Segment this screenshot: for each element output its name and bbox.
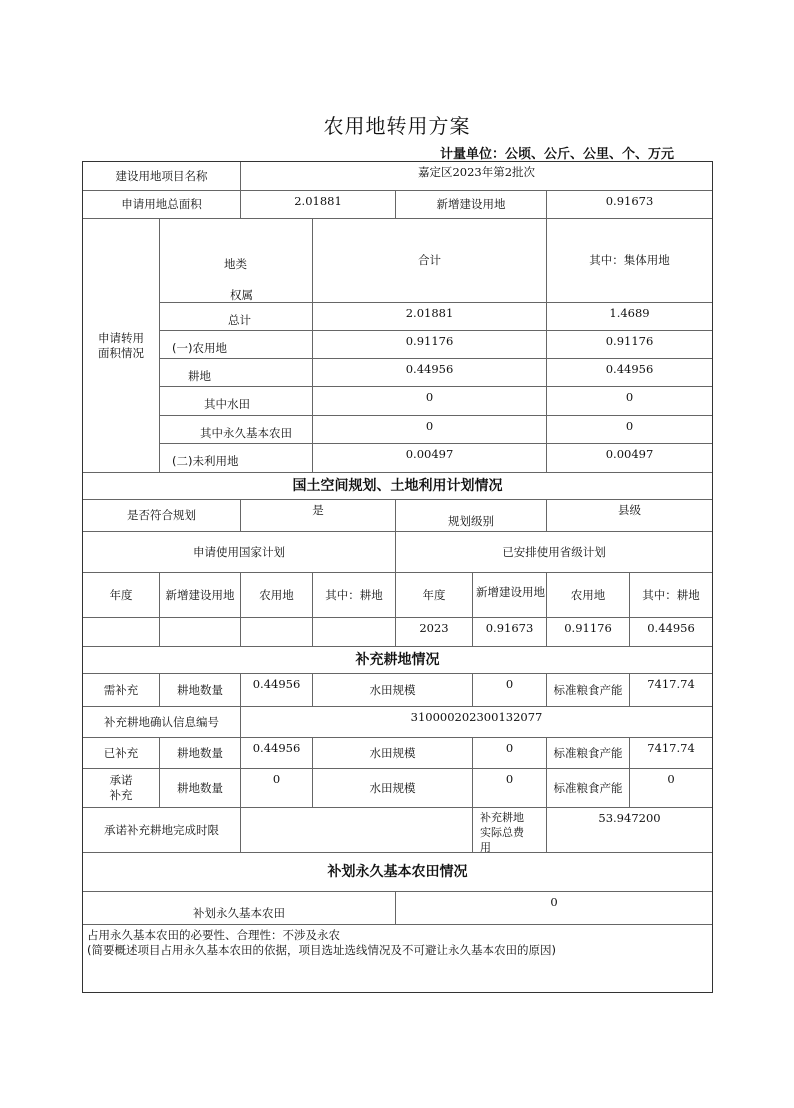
planning-section-title: 国土空间规划、土地利用计划情况	[83, 473, 712, 500]
done-qty-value: 0.44956	[241, 738, 313, 769]
area-section-label: 申请转用 面积情况	[83, 219, 160, 473]
area-header-sum: 合计	[313, 219, 547, 303]
promise-paddy-value: 0	[473, 769, 547, 808]
plan-value-new-province: 0.91673	[473, 618, 547, 647]
province-plan-label: 已安排使用省级计划	[396, 532, 712, 573]
plan-value-year-province: 2023	[396, 618, 473, 647]
cost-value: 53.947200	[547, 808, 712, 853]
cost-label: 补充耕地 实际总费 用	[473, 808, 547, 853]
done-grain-label: 标准粮食产能	[547, 738, 630, 769]
need-qty-value: 0.44956	[241, 674, 313, 707]
necessity-text: 占用永久基本农田的必要性、合理性：不涉及永农	[87, 928, 340, 942]
done-qty-label: 耕地数量	[160, 738, 241, 769]
promise-grain-label: 标准粮食产能	[547, 769, 630, 808]
new-construction-label: 新增建设用地	[396, 191, 547, 219]
plan-value-farm-national	[241, 618, 313, 647]
promise-qty-label: 耕地数量	[160, 769, 241, 808]
area-row-arable-label: 耕地	[160, 359, 313, 387]
done-paddy-label: 水田规模	[313, 738, 473, 769]
promise-qty-value: 0	[241, 769, 313, 808]
need-grain-value: 7417.74	[630, 674, 712, 707]
plan-header-new-national: 新增建设用地	[160, 573, 241, 618]
area-row-unused-collective: 0.00497	[547, 444, 712, 473]
plan-value-arable-national	[313, 618, 396, 647]
area-header-collective: 其中：集体用地	[547, 219, 712, 303]
area-row-farm-sum: 0.91176	[313, 331, 547, 359]
plan-value-farm-province: 0.91176	[547, 618, 630, 647]
done-label: 已补充	[83, 738, 160, 769]
area-row-unused-label: (二)未利用地	[160, 444, 313, 473]
need-qty-label: 耕地数量	[160, 674, 241, 707]
plan-header-farm-province: 农用地	[547, 573, 630, 618]
promise-paddy-label: 水田规模	[313, 769, 473, 808]
plan-value-arable-province: 0.44956	[630, 618, 712, 647]
total-area-value: 2.01881	[241, 191, 396, 219]
plan-header-year-province: 年度	[396, 573, 473, 618]
area-row-permanent-collective: 0	[547, 416, 712, 444]
conform-value: 是	[241, 500, 396, 532]
area-row-paddy-collective: 0	[547, 387, 712, 416]
new-construction-value: 0.91673	[547, 191, 712, 219]
area-row-total-sum: 2.01881	[313, 303, 547, 331]
national-plan-label: 申请使用国家计划	[83, 532, 396, 573]
need-grain-label: 标准粮食产能	[547, 674, 630, 707]
area-row-unused-sum: 0.00497	[313, 444, 547, 473]
promise-label: 承诺 补充	[83, 769, 160, 808]
project-label: 建设用地项目名称	[83, 162, 241, 191]
promise-grain-value: 0	[630, 769, 712, 808]
page-title: 农用地转用方案	[323, 114, 471, 138]
conform-label: 是否符合规划	[83, 500, 241, 532]
plan-header-farm-national: 农用地	[241, 573, 313, 618]
done-paddy-value: 0	[473, 738, 547, 769]
need-label: 需补充	[83, 674, 160, 707]
area-row-total-label: 总计	[160, 303, 313, 331]
land-conversion-table	[82, 161, 713, 993]
confirm-label: 补充耕地确认信息编号	[83, 707, 241, 738]
done-grain-value: 7417.74	[630, 738, 712, 769]
area-row-permanent-sum: 0	[313, 416, 547, 444]
plan-header-year-national: 年度	[83, 573, 160, 618]
plan-value-new-national	[160, 618, 241, 647]
plan-header-new-province: 新增建设用地	[473, 573, 547, 618]
supplement-section-title: 补充耕地情况	[83, 647, 712, 674]
area-row-total-collective: 1.4689	[547, 303, 712, 331]
area-row-permanent-label: 其中永久基本农田	[160, 416, 313, 444]
project-value: 嘉定区2023年第2批次	[241, 162, 712, 191]
level-label: 规划级别	[396, 500, 547, 532]
need-paddy-value: 0	[473, 674, 547, 707]
area-row-arable-sum: 0.44956	[313, 359, 547, 387]
deadline-value	[241, 808, 473, 853]
area-row-arable-collective: 0.44956	[547, 359, 712, 387]
farmland-section-title: 补划永久基本农田情况	[83, 853, 712, 892]
header-type: 地类	[224, 257, 247, 271]
level-value: 县级	[547, 500, 712, 532]
area-row-farm-label: (一)农用地	[160, 331, 313, 359]
total-area-label: 申请用地总面积	[83, 191, 241, 219]
farmland-label: 补划永久基本农田	[83, 892, 396, 925]
area-header-type-owner	[160, 219, 313, 303]
unit-note: 计量单位：公顷、公斤、公里、个、万元	[439, 147, 674, 162]
necessity-note: (简要概述项目占用永久基本农田的依据，项目选址选线情况及不可避让永久基本农田的原因)	[87, 942, 556, 957]
farmland-value: 0	[396, 892, 712, 925]
area-row-paddy-sum: 0	[313, 387, 547, 416]
need-paddy-label: 水田规模	[313, 674, 473, 707]
farmland-notes	[83, 925, 712, 992]
plan-header-arable-province: 其中：耕地	[630, 573, 712, 618]
deadline-label: 承诺补充耕地完成时限	[83, 808, 241, 853]
area-row-farm-collective: 0.91176	[547, 331, 712, 359]
area-row-paddy-label: 其中水田	[160, 387, 313, 416]
confirm-value: 310000202300132077	[241, 707, 712, 738]
plan-header-arable-national: 其中：耕地	[313, 573, 396, 618]
plan-value-year-national	[83, 618, 160, 647]
header-owner: 权属	[230, 288, 253, 302]
